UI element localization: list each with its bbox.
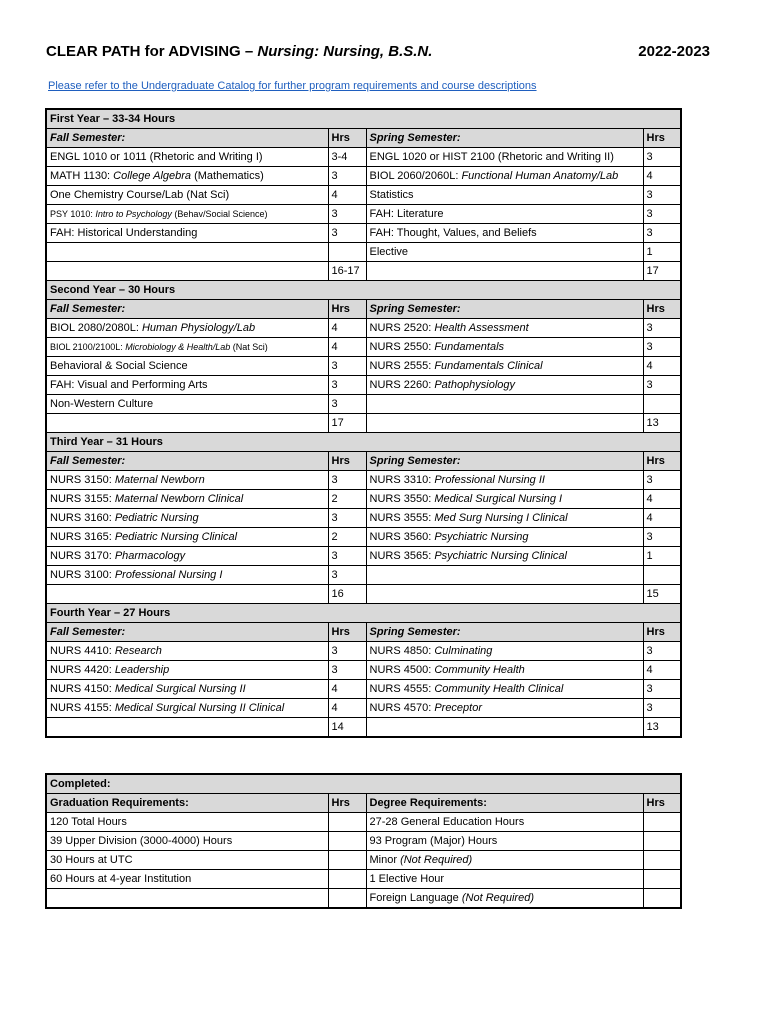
course-row: [46, 509, 681, 528]
fall-course-cell: [46, 395, 328, 414]
course-row: [46, 642, 681, 661]
spring-semester-header: Spring Semester:: [366, 452, 643, 471]
fall-hours: 3: [328, 224, 366, 243]
graduation-requirement: 39 Upper Division (3000-4000) Hours: [46, 832, 328, 851]
fall-hours: 2: [328, 490, 366, 509]
spring-course-cell: [366, 642, 643, 661]
fall-semester-header: Fall Semester:: [46, 623, 328, 642]
fall-hours: 4: [328, 699, 366, 718]
fall-course-code: NURS 4150:: [50, 682, 115, 695]
fall-course-title: Maternal Newborn Clinical: [114, 492, 244, 505]
fall-course-title: Pediatric Nursing: [114, 511, 199, 524]
requirement-row: [46, 870, 681, 889]
fall-course-code: NURS 4420:: [50, 663, 115, 676]
degree-hrs-header: Hrs: [643, 794, 681, 813]
spring-hours: 4: [643, 490, 681, 509]
academic-year: 2022-2023: [638, 43, 710, 60]
spring-course-title: Professional Nursing II: [434, 473, 545, 486]
fall-hours: 3: [328, 167, 366, 186]
spring-course-code: NURS 2260:: [369, 378, 435, 391]
spring-hrs-header: Hrs: [643, 623, 681, 642]
fall-hrs-header: Hrs: [328, 129, 366, 148]
fall-course-cell: [46, 471, 328, 490]
spring-course-title: Med Surg Nursing I Clinical: [434, 511, 568, 524]
course-row: [46, 186, 681, 205]
degree-hrs-cell: [643, 851, 681, 870]
spring-course-code: NURS 4570:: [369, 701, 435, 714]
graduation-hrs-cell: [328, 832, 366, 851]
fall-course-cell: [46, 167, 328, 186]
spring-course-title: Psychiatric Nursing: [434, 530, 529, 543]
degree-requirement: Foreign Language: [369, 891, 462, 904]
fall-hours: 2: [328, 528, 366, 547]
fall-course-code: Behavioral & Social Science: [50, 359, 188, 372]
fall-course-cell: [46, 148, 328, 167]
fall-hours: 4: [328, 680, 366, 699]
spring-hours: 3: [643, 699, 681, 718]
spring-hours: 4: [643, 509, 681, 528]
fall-course-cell: [46, 414, 328, 433]
fall-hours: [328, 243, 366, 262]
fall-course-title: Microbiology & Health/Lab: [125, 341, 231, 352]
fall-course-code: PSY 1010:: [50, 208, 96, 219]
graduation-requirement: [46, 889, 328, 909]
fall-course-code: Non-Western Culture: [50, 397, 154, 410]
fall-course-code: NURS 4410:: [50, 644, 115, 657]
fall-course-title: Maternal Newborn: [114, 473, 205, 486]
spring-hrs-header: Hrs: [643, 129, 681, 148]
year-heading: Second Year – 30 Hours: [46, 281, 681, 300]
course-row: [46, 205, 681, 224]
spring-course-cell: [366, 699, 643, 718]
spring-course-code: NURS 3555:: [369, 511, 435, 524]
fall-course-title: Leadership: [114, 663, 170, 676]
spring-hours: 13: [643, 718, 681, 738]
spring-hours: 3: [643, 186, 681, 205]
degree-requirement-cell: [366, 870, 643, 889]
spring-course-cell: [366, 528, 643, 547]
spring-course-cell: [366, 338, 643, 357]
course-row: [46, 528, 681, 547]
spring-course-cell: [366, 490, 643, 509]
spring-hours: 1: [643, 243, 681, 262]
spring-course-code: ENGL 1020 or HIST 2100 (Rhetoric and Writing II): [369, 150, 614, 163]
fall-course-code: NURS 3170:: [50, 549, 115, 562]
graduation-requirements-header: Graduation Requirements:: [46, 794, 328, 813]
fall-hours: 4: [328, 338, 366, 357]
spring-course-cell: [366, 205, 643, 224]
spring-course-title: Psychiatric Nursing Clinical: [434, 549, 567, 562]
fall-hrs-header: Hrs: [328, 452, 366, 471]
fall-course-note: (Nat Sci): [230, 341, 268, 352]
fall-course-cell: [46, 642, 328, 661]
four-year-plan-table: [45, 108, 682, 738]
spring-hours: 17: [643, 262, 681, 281]
degree-requirements-header: Degree Requirements:: [366, 794, 643, 813]
degree-requirement-cell: [366, 813, 643, 832]
fall-course-code: BIOL 2100/2100L:: [50, 341, 126, 352]
fall-course-code: NURS 4155:: [50, 701, 115, 714]
spring-semester-header: Spring Semester:: [366, 623, 643, 642]
fall-course-cell: [46, 338, 328, 357]
degree-requirement: 27-28 General Education Hours: [369, 815, 525, 828]
course-row: [46, 585, 681, 604]
program-name: Nursing: Nursing, B.S.N.: [257, 43, 433, 60]
spring-course-cell: [366, 319, 643, 338]
spring-course-code: NURS 4500:: [369, 663, 435, 676]
fall-course-code: ENGL 1010 or 1011 (Rhetoric and Writing I): [50, 150, 263, 163]
spring-course-title: Preceptor: [434, 701, 483, 714]
fall-hours: 3: [328, 566, 366, 585]
fall-hours: 16-17: [328, 262, 366, 281]
spring-hours: 1: [643, 547, 681, 566]
fall-hours: 3: [328, 357, 366, 376]
course-row: [46, 338, 681, 357]
degree-requirement-note: (Not Required): [461, 891, 534, 904]
course-row: [46, 680, 681, 699]
spring-hours: 3: [643, 528, 681, 547]
course-row: [46, 148, 681, 167]
fall-course-cell: [46, 490, 328, 509]
spring-course-title: Fundamentals Clinical: [434, 359, 543, 372]
graduation-hrs-header: Hrs: [328, 794, 366, 813]
spring-course-code: NURS 3565:: [369, 549, 435, 562]
course-row: [46, 414, 681, 433]
fall-hrs-header: Hrs: [328, 623, 366, 642]
fall-hours: 3: [328, 509, 366, 528]
graduation-requirement: 120 Total Hours: [46, 813, 328, 832]
spring-hours: 3: [643, 319, 681, 338]
course-row: [46, 357, 681, 376]
spring-course-cell: [366, 376, 643, 395]
spring-course-cell: [366, 148, 643, 167]
course-row: [46, 718, 681, 738]
spring-hours: 3: [643, 148, 681, 167]
course-row: [46, 167, 681, 186]
degree-requirement: 93 Program (Major) Hours: [369, 834, 498, 847]
year-heading: Third Year – 31 Hours: [46, 433, 681, 452]
spring-course-code: NURS 2520:: [369, 321, 435, 334]
fall-course-cell: [46, 205, 328, 224]
completed-heading: Completed:: [46, 774, 681, 794]
spring-course-cell: [366, 186, 643, 205]
page-title: [46, 43, 432, 60]
spring-course-code: BIOL 2060/2060L:: [369, 169, 462, 182]
course-row: [46, 566, 681, 585]
spring-hours: 3: [643, 376, 681, 395]
spring-course-code: NURS 2555:: [369, 359, 435, 372]
fall-course-title: Intro to Psychology: [95, 208, 172, 219]
spring-course-cell: [366, 471, 643, 490]
year-heading: Fourth Year – 27 Hours: [46, 604, 681, 623]
spring-course-cell: [366, 547, 643, 566]
spring-course-title: Fundamentals: [434, 340, 505, 353]
fall-hours: 3: [328, 547, 366, 566]
fall-course-cell: [46, 585, 328, 604]
spring-course-code: NURS 2550:: [369, 340, 435, 353]
fall-course-cell: [46, 661, 328, 680]
degree-hrs-cell: [643, 813, 681, 832]
fall-hours: 3: [328, 471, 366, 490]
fall-hours: 4: [328, 319, 366, 338]
spring-course-code: FAH: Literature: [369, 207, 444, 220]
fall-course-cell: [46, 566, 328, 585]
spring-course-cell: [366, 262, 643, 281]
spring-course-cell: [366, 167, 643, 186]
fall-course-cell: [46, 357, 328, 376]
spring-course-title: Pathophysiology: [434, 378, 516, 391]
graduation-hrs-cell: [328, 851, 366, 870]
fall-course-title: Pediatric Nursing Clinical: [114, 530, 238, 543]
course-row: [46, 262, 681, 281]
graduation-hrs-cell: [328, 813, 366, 832]
requirement-row: [46, 832, 681, 851]
degree-hrs-cell: [643, 832, 681, 851]
requirement-row: [46, 813, 681, 832]
fall-course-cell: [46, 528, 328, 547]
spring-hours: 3: [643, 205, 681, 224]
spring-course-code: NURS 4850:: [369, 644, 435, 657]
fall-course-title: Professional Nursing I: [114, 568, 223, 581]
spring-course-cell: [366, 566, 643, 585]
fall-course-title: Human Physiology/Lab: [141, 321, 256, 334]
spring-course-title: Health Assessment: [434, 321, 529, 334]
title-prefix: CLEAR PATH for ADVISING –: [46, 43, 258, 60]
fall-course-code: FAH: Visual and Performing Arts: [50, 378, 208, 391]
fall-course-code: One Chemistry Course/Lab (Nat Sci): [50, 188, 230, 201]
spring-hours: 3: [643, 338, 681, 357]
completion-table: [45, 773, 682, 909]
spring-hours: 3: [643, 471, 681, 490]
fall-hours: 3: [328, 376, 366, 395]
spring-course-cell: [366, 680, 643, 699]
spring-hours: 13: [643, 414, 681, 433]
spring-course-cell: [366, 661, 643, 680]
fall-hours: 3-4: [328, 148, 366, 167]
requirement-row: [46, 851, 681, 870]
spring-course-title: Medical Surgical Nursing I: [434, 492, 563, 505]
spring-course-cell: [366, 243, 643, 262]
fall-course-cell: [46, 699, 328, 718]
fall-course-cell: [46, 243, 328, 262]
fall-course-cell: [46, 376, 328, 395]
fall-course-cell: [46, 319, 328, 338]
spring-course-cell: [366, 414, 643, 433]
spring-hrs-header: Hrs: [643, 300, 681, 319]
fall-course-title: Pharmacology: [114, 549, 186, 562]
spring-course-cell: [366, 224, 643, 243]
fall-course-code: MATH 1130:: [50, 169, 114, 182]
degree-hrs-cell: [643, 889, 681, 909]
spring-hours: 15: [643, 585, 681, 604]
fall-course-cell: [46, 680, 328, 699]
fall-hours: 14: [328, 718, 366, 738]
spring-hours: 4: [643, 167, 681, 186]
graduation-hrs-cell: [328, 889, 366, 909]
spring-hours: 4: [643, 661, 681, 680]
spring-course-code: NURS 3310:: [369, 473, 435, 486]
spring-course-cell: [366, 585, 643, 604]
fall-hours: 16: [328, 585, 366, 604]
fall-course-title: Medical Surgical Nursing II: [114, 682, 246, 695]
fall-hrs-header: Hrs: [328, 300, 366, 319]
fall-hours: 17: [328, 414, 366, 433]
spring-course-code: Elective: [369, 245, 409, 258]
graduation-hrs-cell: [328, 870, 366, 889]
spring-course-code: NURS 3560:: [369, 530, 435, 543]
degree-requirement: Minor: [369, 853, 401, 866]
spring-hours: [643, 395, 681, 414]
course-row: [46, 699, 681, 718]
fall-course-title: College Algebra: [113, 169, 192, 182]
year-heading: First Year – 33-34 Hours: [46, 109, 681, 129]
fall-course-title: Medical Surgical Nursing II Clinical: [114, 701, 285, 714]
course-row: [46, 319, 681, 338]
fall-course-cell: [46, 224, 328, 243]
fall-course-code: NURS 3100:: [50, 568, 115, 581]
fall-course-cell: [46, 262, 328, 281]
degree-requirement-note: (Not Required): [400, 853, 473, 866]
fall-course-code: NURS 3150:: [50, 473, 115, 486]
spring-hours: 3: [643, 680, 681, 699]
fall-hours: 3: [328, 642, 366, 661]
fall-course-code: NURS 3160:: [50, 511, 115, 524]
course-row: [46, 243, 681, 262]
catalog-link[interactable]: Please refer to the Undergraduate Catalog for further program requirements and course descriptions: [48, 80, 537, 92]
spring-course-code: Statistics: [369, 188, 414, 201]
fall-course-cell: [46, 718, 328, 738]
spring-course-cell: [366, 357, 643, 376]
course-row: [46, 490, 681, 509]
spring-course-code: NURS 3550:: [369, 492, 435, 505]
spring-hrs-header: Hrs: [643, 452, 681, 471]
degree-requirement-cell: [366, 832, 643, 851]
spring-course-code: FAH: Thought, Values, and Beliefs: [369, 226, 537, 239]
spring-course-cell: [366, 718, 643, 738]
course-row: [46, 395, 681, 414]
fall-hours: 3: [328, 205, 366, 224]
spring-hours: 4: [643, 357, 681, 376]
course-row: [46, 547, 681, 566]
course-row: [46, 224, 681, 243]
fall-course-cell: [46, 547, 328, 566]
fall-course-cell: [46, 509, 328, 528]
fall-semester-header: Fall Semester:: [46, 452, 328, 471]
degree-hrs-cell: [643, 870, 681, 889]
spring-course-title: Community Health Clinical: [434, 682, 564, 695]
fall-course-note: (Behav/Social Science): [171, 208, 268, 219]
spring-semester-header: Spring Semester:: [366, 300, 643, 319]
graduation-requirement: 60 Hours at 4-year Institution: [46, 870, 328, 889]
fall-course-title: Research: [114, 644, 162, 657]
course-row: [46, 376, 681, 395]
spring-hours: 3: [643, 642, 681, 661]
fall-hours: 4: [328, 186, 366, 205]
spring-course-title: Functional Human Anatomy/Lab: [461, 169, 619, 182]
spring-course-cell: [366, 509, 643, 528]
fall-semester-header: Fall Semester:: [46, 300, 328, 319]
fall-semester-header: Fall Semester:: [46, 129, 328, 148]
spring-hours: [643, 566, 681, 585]
spring-course-title: Community Health: [434, 663, 525, 676]
degree-requirement: 1 Elective Hour: [369, 872, 445, 885]
spring-course-code: NURS 4555:: [369, 682, 435, 695]
course-row: [46, 661, 681, 680]
spring-semester-header: Spring Semester:: [366, 129, 643, 148]
spring-hours: 3: [643, 224, 681, 243]
degree-requirement-cell: [366, 889, 643, 909]
fall-course-cell: [46, 186, 328, 205]
fall-course-code: FAH: Historical Understanding: [50, 226, 198, 239]
fall-course-code: NURS 3165:: [50, 530, 115, 543]
spring-course-title: Culminating: [434, 644, 493, 657]
fall-course-code: NURS 3155:: [50, 492, 115, 505]
requirement-row: [46, 889, 681, 909]
degree-requirement-cell: [366, 851, 643, 870]
fall-hours: 3: [328, 395, 366, 414]
fall-course-note: (Mathematics): [191, 169, 264, 182]
graduation-requirement: 30 Hours at UTC: [46, 851, 328, 870]
fall-hours: 3: [328, 661, 366, 680]
spring-course-cell: [366, 395, 643, 414]
fall-course-code: BIOL 2080/2080L:: [50, 321, 142, 334]
course-row: [46, 471, 681, 490]
